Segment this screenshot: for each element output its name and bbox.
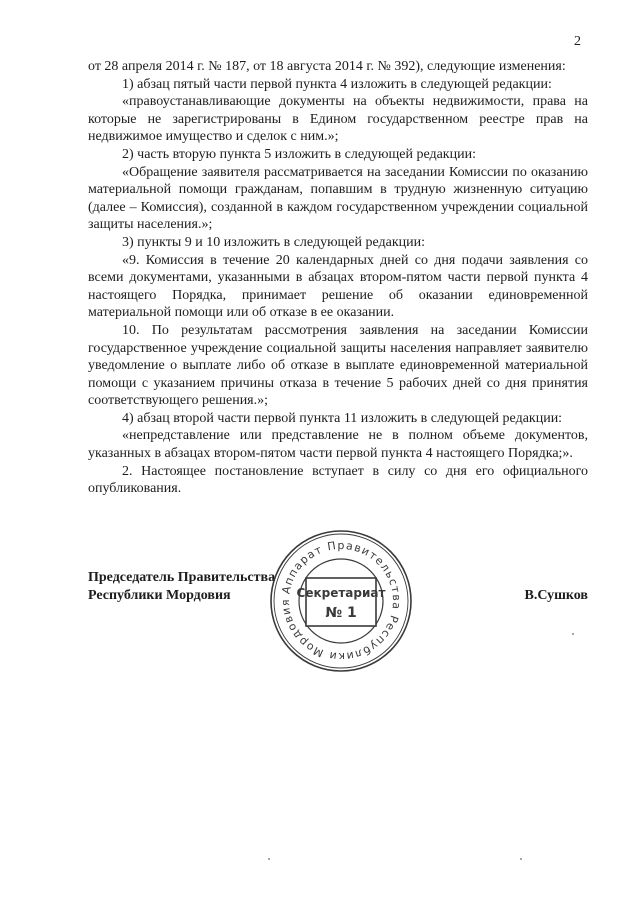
document-body	[88, 58, 588, 498]
paragraph: «правоустанавливающие документы на объекты недвижимости, права на которые не зарегистрированы в Едином государственном реестре прав на недвижимое имущество и сделок с ним.»;	[88, 94, 588, 145]
scan-speck	[572, 633, 574, 635]
paragraph: 2. Настоящее постановление вступает в силу со дня его официального опубликования.	[88, 463, 588, 497]
page-number: 2	[574, 34, 581, 49]
paragraph: 2) часть вторую пункта 5 изложить в следующей редакции:	[122, 146, 476, 162]
stamp-box-title: Секретариат	[296, 586, 386, 600]
official-stamp	[268, 528, 414, 674]
paragraph: 1) абзац пятый части первой пункта 4 изложить в следующей редакции:	[122, 76, 552, 92]
paragraph: от 28 апреля 2014 г. № 187, от 18 августа 2014 г. № 392), следующие изменения:	[88, 59, 566, 74]
stamp-ring-text: Аппарат Правительства Республики Мордовия	[278, 538, 404, 664]
scan-speck	[520, 858, 522, 860]
paragraph: «Обращение заявителя рассматривается на заседании Комиссии по оказанию материальной помощи гражданам, попавшим в трудную жизненную ситуацию (далее – Комиссия), созданной в каждом государственном учреждении социальной защиты населения.»;	[88, 164, 588, 233]
signatory-title-line: Республики Мордовия	[88, 587, 231, 603]
scan-speck	[268, 858, 270, 860]
paragraph: 10. По результатам рассмотрения заявления на заседании Комиссии государственное учреждение социальной защиты населения направляет заявителю уведомление о выплате либо об отказе в выплате единовременной материальной помощи с указанием причины отказа в течение 5 рабочих дней со дня принятия соответствующего решения.»;	[88, 322, 588, 409]
stamp-seal	[268, 528, 414, 674]
signatory-name: В.Сушков	[524, 587, 588, 603]
paragraph: 3) пункты 9 и 10 изложить в следующей редакции:	[122, 234, 426, 250]
stamp-box-number: № 1	[325, 605, 357, 621]
paragraph: 4) абзац второй части первой пункта 11 изложить в следующей редакции:	[122, 410, 563, 426]
signatory-title-line: Председатель Правительства	[88, 570, 276, 585]
paragraph: «непредставление или представление не в полном объеме документов, указанных в абзацах втором-пятом части первой пункта 4 настоящего Порядка;».	[88, 428, 588, 462]
paragraph: «9. Комиссия в течение 20 календарных дней со дня подачи заявления со всеми документами, указанными в абзацах втором-пятом части первой пункта 4 настоящего Порядка, принимает решение об оказании единовременной материальной помощи или об отказе в ее оказании.	[88, 252, 588, 321]
